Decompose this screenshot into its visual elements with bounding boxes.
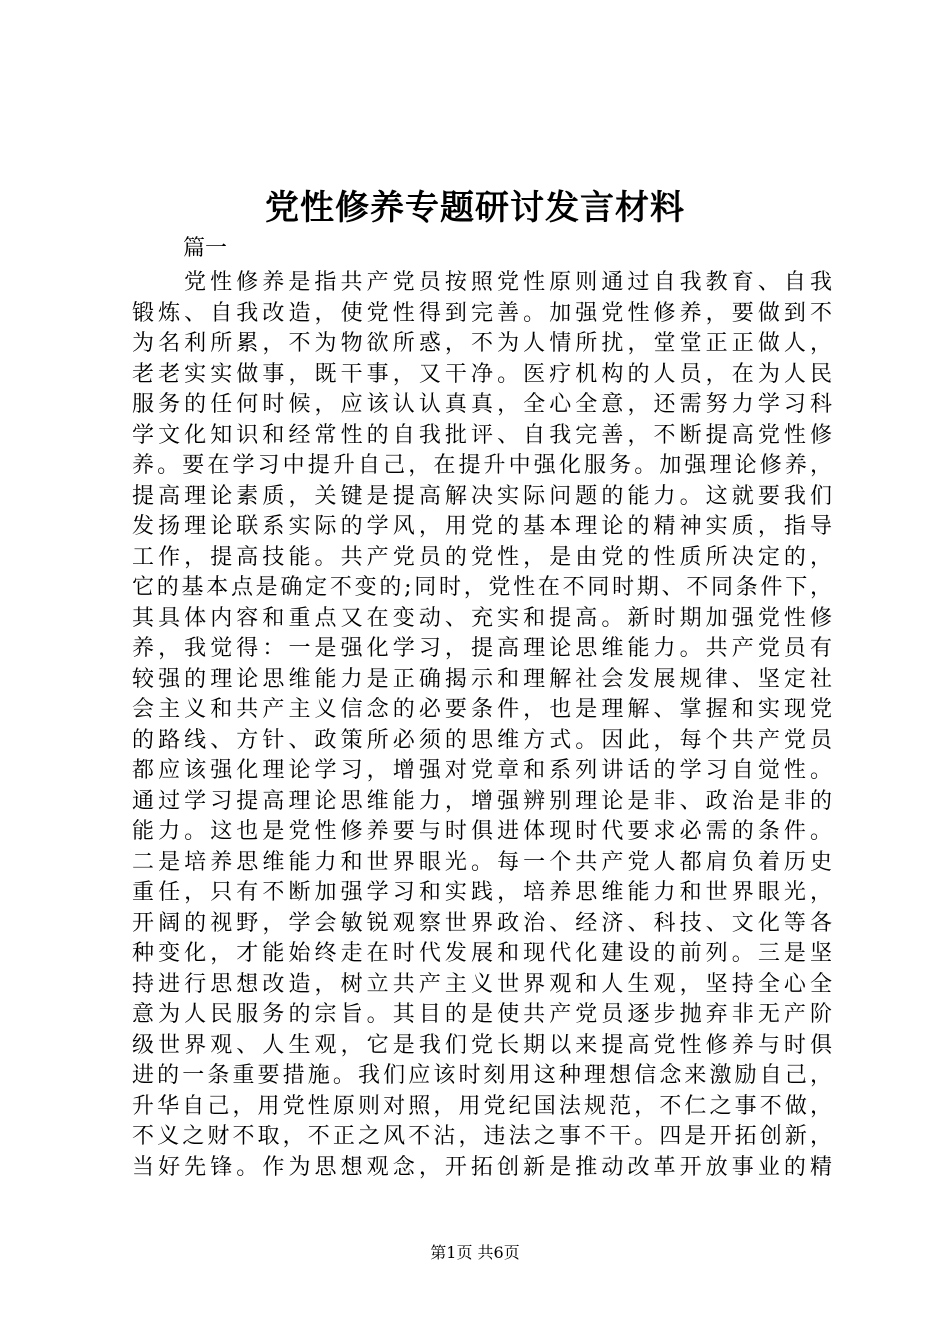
text-line: 其具体内容和重点又在变动、充实和提高。新时期加强党性修 <box>132 605 832 631</box>
text-line: 发扬理论联系实际的学风，用党的基本理论的精神实质，指导 <box>132 514 832 539</box>
text-line: 当好先锋。作为思想观念，开拓创新是推动改革开放事业的精 <box>132 1154 832 1180</box>
text-line: 重任，只有不断加强学习和实践，培养思维能力和世界眼光， <box>132 880 832 905</box>
page-footer: 第1页 共6页 <box>430 1243 520 1262</box>
text-line: 较强的理论思维能力是正确揭示和理解社会发展规律、坚定社 <box>132 666 832 692</box>
text-line: 二是培养思维能力和世界眼光。每一个共产党人都肩负着历史 <box>132 849 832 875</box>
body-text <box>132 268 832 1183</box>
text-line: 养。要在学习中提升自己，在提升中强化服务。加强理论修养， <box>132 453 832 478</box>
document-title: 党性修养专题研讨发言材料 <box>265 188 685 228</box>
text-line: 能力。这也是党性修养要与时俱进体现时代要求必需的条件。 <box>132 819 832 844</box>
text-line: 老老实实做事，既干事，又干净。医疗机构的人员，在为人民 <box>132 361 832 387</box>
text-line: 开阔的视野，学会敏锐观察世界政治、经济、科技、文化等各 <box>132 910 832 936</box>
text-line: 为名利所累，不为物欲所惑，不为人情所扰，堂堂正正做人， <box>132 331 832 356</box>
text-line: 服务的任何时候，应该认认真真，全心全意，还需努力学习科 <box>132 392 832 417</box>
text-line: 都应该强化理论学习，增强对党章和系列讲话的学习自觉性。 <box>132 758 832 783</box>
text-line: 提高理论素质，关键是提高解决实际问题的能力。这就要我们 <box>132 483 832 509</box>
text-line: 持进行思想改造，树立共产主义世界观和人生观，坚持全心全 <box>132 971 832 997</box>
text-line: 级世界观、人生观，它是我们党长期以来提高党性修养与时俱 <box>132 1032 832 1058</box>
text-line: 升华自己，用党性原则对照，用党纪国法规范，不仁之事不做， <box>132 1093 832 1119</box>
text-line: 通过学习提高理论思维能力，增强辨别理论是非、政治是非的 <box>132 788 832 814</box>
text-line: 养，我觉得：一是强化学习，提高理论思维能力。共产党员有 <box>132 636 832 661</box>
text-line: 学文化知识和经常性的自我批评、自我完善，不断提高党性修 <box>132 422 832 448</box>
text-line: 锻炼、自我改造，使党性得到完善。加强党性修养，要做到不 <box>132 300 832 326</box>
text-line: 的路线、方针、政策所必须的思维方式。因此，每个共产党员 <box>132 727 832 753</box>
section-label: 篇一 <box>183 236 228 261</box>
text-line: 进的一条重要措施。我们应该时刻用这种理想信念来激励自己， <box>132 1063 832 1088</box>
text-line: 种变化，才能始终走在时代发展和现代化建设的前列。三是坚 <box>132 941 832 966</box>
text-line: 意为人民服务的宗旨。其目的是使共产党员逐步抛弃非无产阶 <box>132 1002 832 1027</box>
text-line: 它的基本点是确定不变的;同时，党性在不同时期、不同条件下， <box>132 575 832 600</box>
text-line: 党性修养是指共产党员按照党性原则通过自我教育、自我 <box>184 270 832 295</box>
text-line: 不义之财不取，不正之风不沾，违法之事不干。四是开拓创新， <box>132 1124 832 1149</box>
text-line: 会主义和共产主义信念的必要条件，也是理解、掌握和实现党 <box>132 697 832 722</box>
text-line: 工作，提高技能。共产党员的党性，是由党的性质所决定的， <box>132 544 832 570</box>
